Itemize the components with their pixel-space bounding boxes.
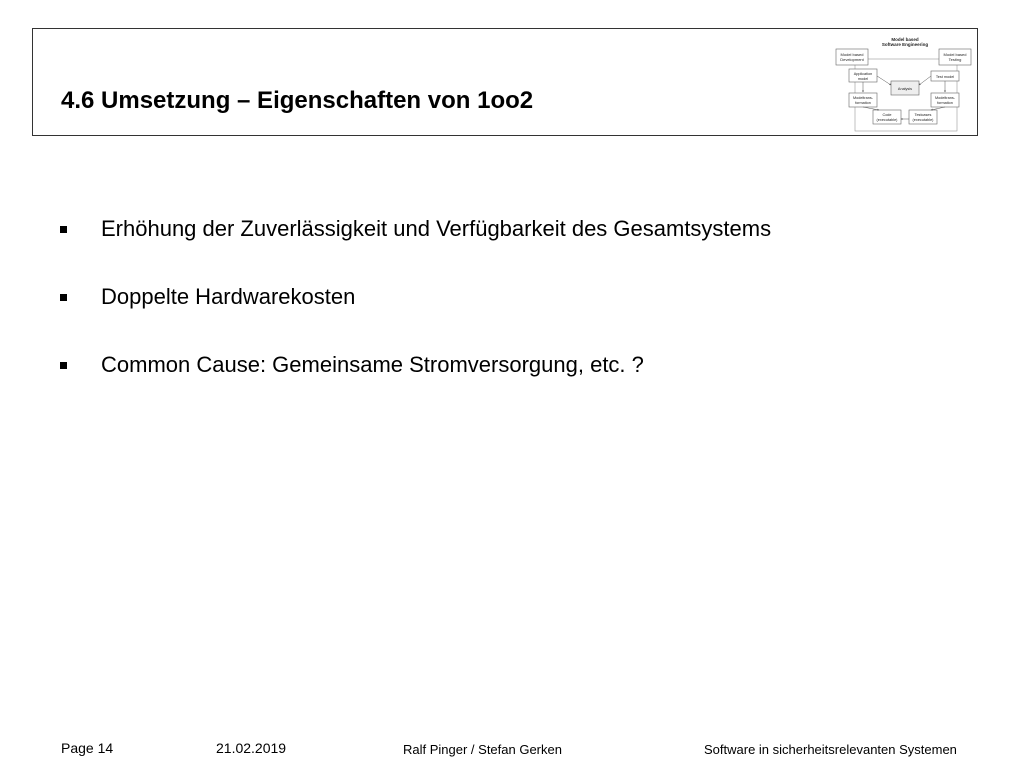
diagram-right-box-line1: Model based — [943, 52, 967, 57]
bullet-text: Doppelte Hardwarekosten — [101, 284, 356, 309]
footer-authors: Ralf Pinger / Stefan Gerken — [403, 742, 562, 757]
diagram-arrow — [863, 107, 879, 110]
square-bullet-icon — [60, 226, 67, 233]
diagram-arrow — [919, 76, 931, 85]
diagram-code-line2: (executable) — [876, 118, 898, 122]
diagram-trans-left-line1: Modeltrans- — [852, 96, 874, 100]
diagram-arrow — [931, 107, 945, 110]
diagram-trans-right-line1: Modeltrans- — [934, 96, 956, 100]
diagram-left-box-line2: Development — [840, 57, 864, 62]
diagram-title-line2: Software Engineering — [881, 42, 929, 47]
slide-header — [32, 28, 978, 136]
diagram-code-line1: Code — [882, 113, 892, 117]
footer-page-number: Page 14 — [61, 740, 114, 756]
footer-course-title: Software in sicherheitsrelevanten Systemen — [704, 742, 957, 757]
diagram-testcases-line1: Testcases — [914, 113, 932, 117]
diagram-right-box-line2: Testing — [948, 57, 962, 62]
diagram-arrow — [877, 76, 891, 85]
square-bullet-icon — [60, 294, 67, 301]
diagram-trans-left-line2: formation — [855, 101, 871, 105]
slide-title: 4.6 Umsetzung – Eigenschaften von 1oo2 — [61, 87, 534, 114]
diagram-testcases-line2: (executable) — [912, 118, 934, 122]
model-based-engineering-diagram — [833, 33, 978, 133]
footer-date: 21.02.2019 — [216, 740, 287, 756]
bullet-text: Erhöhung der Zuverlässigkeit und Verfügbarkeit des Gesamtsystems — [101, 216, 772, 241]
diagram-analysis: Analysis — [897, 87, 913, 91]
diagram-trans-right-line2: formation — [937, 101, 953, 105]
diagram-app-model-line2: model — [857, 77, 869, 81]
bullet-text: Common Cause: Gemeinsame Stromversorgung, etc. ? — [101, 352, 644, 377]
diagram-left-box-line1: Model based — [840, 52, 864, 57]
diagram-test-model: Test model — [935, 75, 955, 79]
square-bullet-icon — [60, 362, 67, 369]
diagram-title-line1: Model based — [891, 37, 919, 42]
diagram-app-model-line1: Application — [853, 72, 873, 76]
